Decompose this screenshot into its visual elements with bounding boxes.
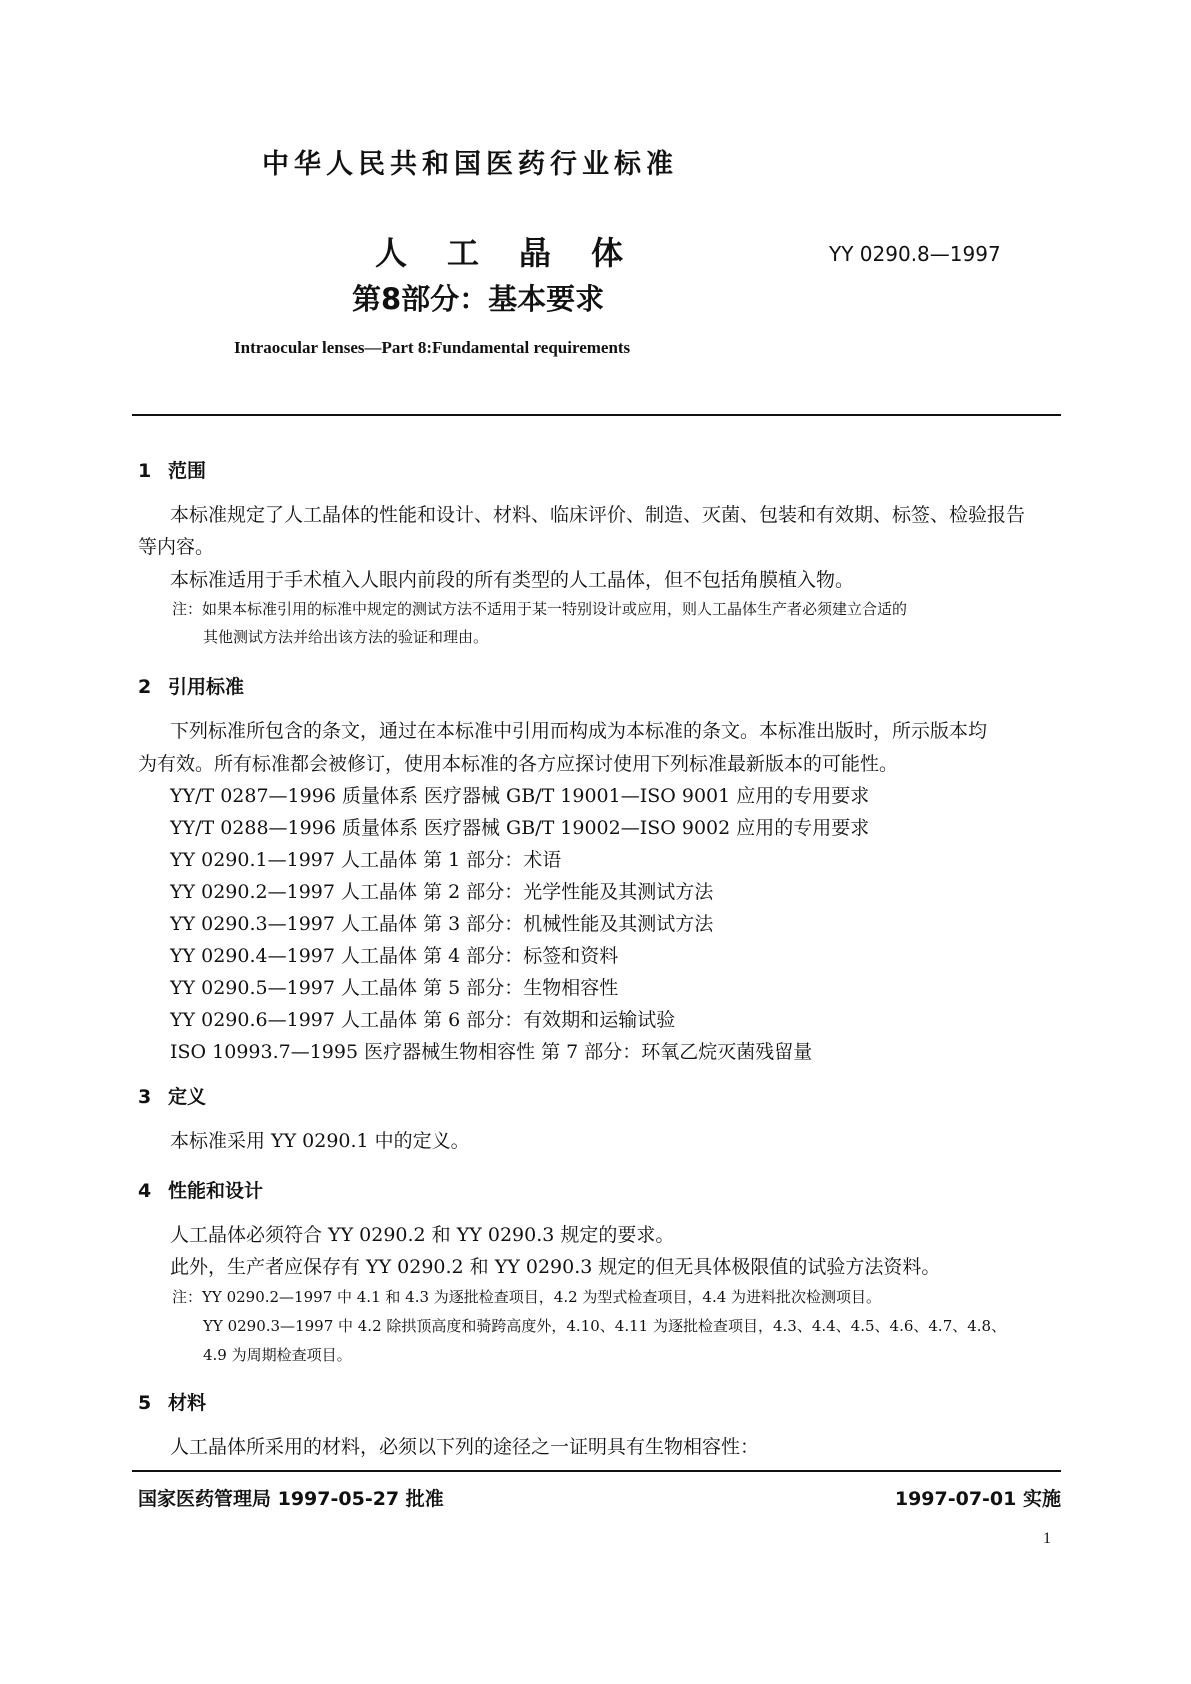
section-4-note: 注：YY 0290.2—1997 中 4.1 和 4.3 为逐批检查项目，4.2 为型式检查项目，4.4 为进料批次检测项目。 bbox=[172, 1288, 882, 1306]
section-title: 定义 bbox=[168, 1086, 207, 1108]
section-1-paragraph-1: 本标准规定了人工晶体的性能和设计、材料、临床评价、制造、灭菌、包装和有效期、标签、检验报告 bbox=[170, 504, 1026, 526]
section-number: 2 bbox=[138, 676, 152, 698]
section-number: 1 bbox=[138, 460, 152, 482]
section-1-note: 注：如果本标准引用的标准中规定的测试方法不适用于某一特别设计或应用，则人工晶体生产者必须建立合适的 bbox=[172, 600, 908, 618]
reference-item: YY/T 0287—1996 质量体系 医疗器械 GB/T 19001—ISO 9001 应用的专用要求 bbox=[170, 785, 870, 807]
document-subtitle: 第8部分：基本要求 bbox=[352, 282, 605, 316]
section-number: 4 bbox=[138, 1180, 152, 1202]
standard-category-header: 中华人民共和国医药行业标准 bbox=[262, 149, 678, 180]
section-title: 范围 bbox=[168, 460, 207, 482]
section-2-heading bbox=[138, 672, 244, 699]
section-1-paragraph-2: 本标准适用于手术植入人眼内前段的所有类型的人工晶体，但不包括角膜植入物。 bbox=[170, 569, 855, 591]
section-number: 5 bbox=[138, 1392, 152, 1414]
implementation-date: 1997-07-01 实施 bbox=[894, 1488, 1061, 1510]
header-divider bbox=[132, 414, 1061, 416]
reference-item: YY 0290.6—1997 人工晶体 第 6 部分：有效期和运输试验 bbox=[170, 1009, 676, 1031]
section-3-paragraph-1: 本标准采用 YY 0290.1 中的定义。 bbox=[170, 1130, 470, 1152]
page-number: 1 bbox=[1043, 1530, 1051, 1547]
section-5-paragraph-1: 人工晶体所采用的材料，必须以下列的途径之一证明具有生物相容性： bbox=[170, 1436, 760, 1458]
section-1-paragraph-1-cont: 等内容。 bbox=[138, 536, 215, 558]
standard-code: YY 0290.8—1997 bbox=[829, 242, 1001, 266]
reference-item: ISO 10993.7—1995 医疗器械生物相容性 第 7 部分：环氧乙烷灭菌残留量 bbox=[170, 1041, 813, 1063]
reference-item: YY 0290.2—1997 人工晶体 第 2 部分：光学性能及其测试方法 bbox=[170, 881, 714, 903]
section-5-heading bbox=[138, 1388, 206, 1415]
document-title: 人工晶体 bbox=[375, 234, 664, 272]
section-4-heading bbox=[138, 1176, 263, 1203]
section-title: 性能和设计 bbox=[168, 1180, 264, 1202]
footer-divider bbox=[132, 1470, 1061, 1472]
section-title: 引用标准 bbox=[168, 676, 245, 698]
section-3-heading bbox=[138, 1082, 206, 1109]
section-1-heading bbox=[138, 456, 206, 483]
reference-item: YY 0290.3—1997 人工晶体 第 3 部分：机械性能及其测试方法 bbox=[170, 913, 714, 935]
section-2-paragraph-1-cont: 为有效。所有标准都会被修订，使用本标准的各方应探讨使用下列标准最新版本的可能性。 bbox=[138, 753, 899, 775]
reference-item: YY 0290.1—1997 人工晶体 第 1 部分：术语 bbox=[170, 849, 562, 871]
english-title: Intraocular lenses—Part 8:Fundamental requirements bbox=[234, 338, 631, 357]
section-2-paragraph-1: 下列标准所包含的条文，通过在本标准中引用而构成为本标准的条文。本标准出版时，所示版本均 bbox=[170, 720, 988, 742]
approval-date: 国家医药管理局 1997-05-27 批准 bbox=[138, 1488, 444, 1510]
section-title: 材料 bbox=[168, 1392, 207, 1414]
reference-item: YY 0290.4—1997 人工晶体 第 4 部分：标签和资料 bbox=[170, 945, 619, 967]
reference-item: YY 0290.5—1997 人工晶体 第 5 部分：生物相容性 bbox=[170, 977, 619, 999]
section-4-paragraph-1: 人工晶体必须符合 YY 0290.2 和 YY 0290.3 规定的要求。 bbox=[170, 1224, 675, 1246]
section-4-note-cont: 4.9 为周期检查项目。 bbox=[203, 1346, 352, 1364]
section-number: 3 bbox=[138, 1086, 152, 1108]
reference-item: YY/T 0288—1996 质量体系 医疗器械 GB/T 19002—ISO 9002 应用的专用要求 bbox=[170, 817, 870, 839]
section-4-paragraph-2: 此外，生产者应保存有 YY 0290.2 和 YY 0290.3 规定的但无具体极限值的试验方法资料。 bbox=[170, 1256, 941, 1278]
section-4-note-cont: YY 0290.3—1997 中 4.2 除拱顶高度和骑跨高度外，4.10、4.11 为逐批检查项目，4.3、4.4、4.5、4.6、4.7、4.8、 bbox=[203, 1317, 1007, 1335]
section-1-note-cont: 其他测试方法并给出该方法的验证和理由。 bbox=[203, 628, 489, 646]
